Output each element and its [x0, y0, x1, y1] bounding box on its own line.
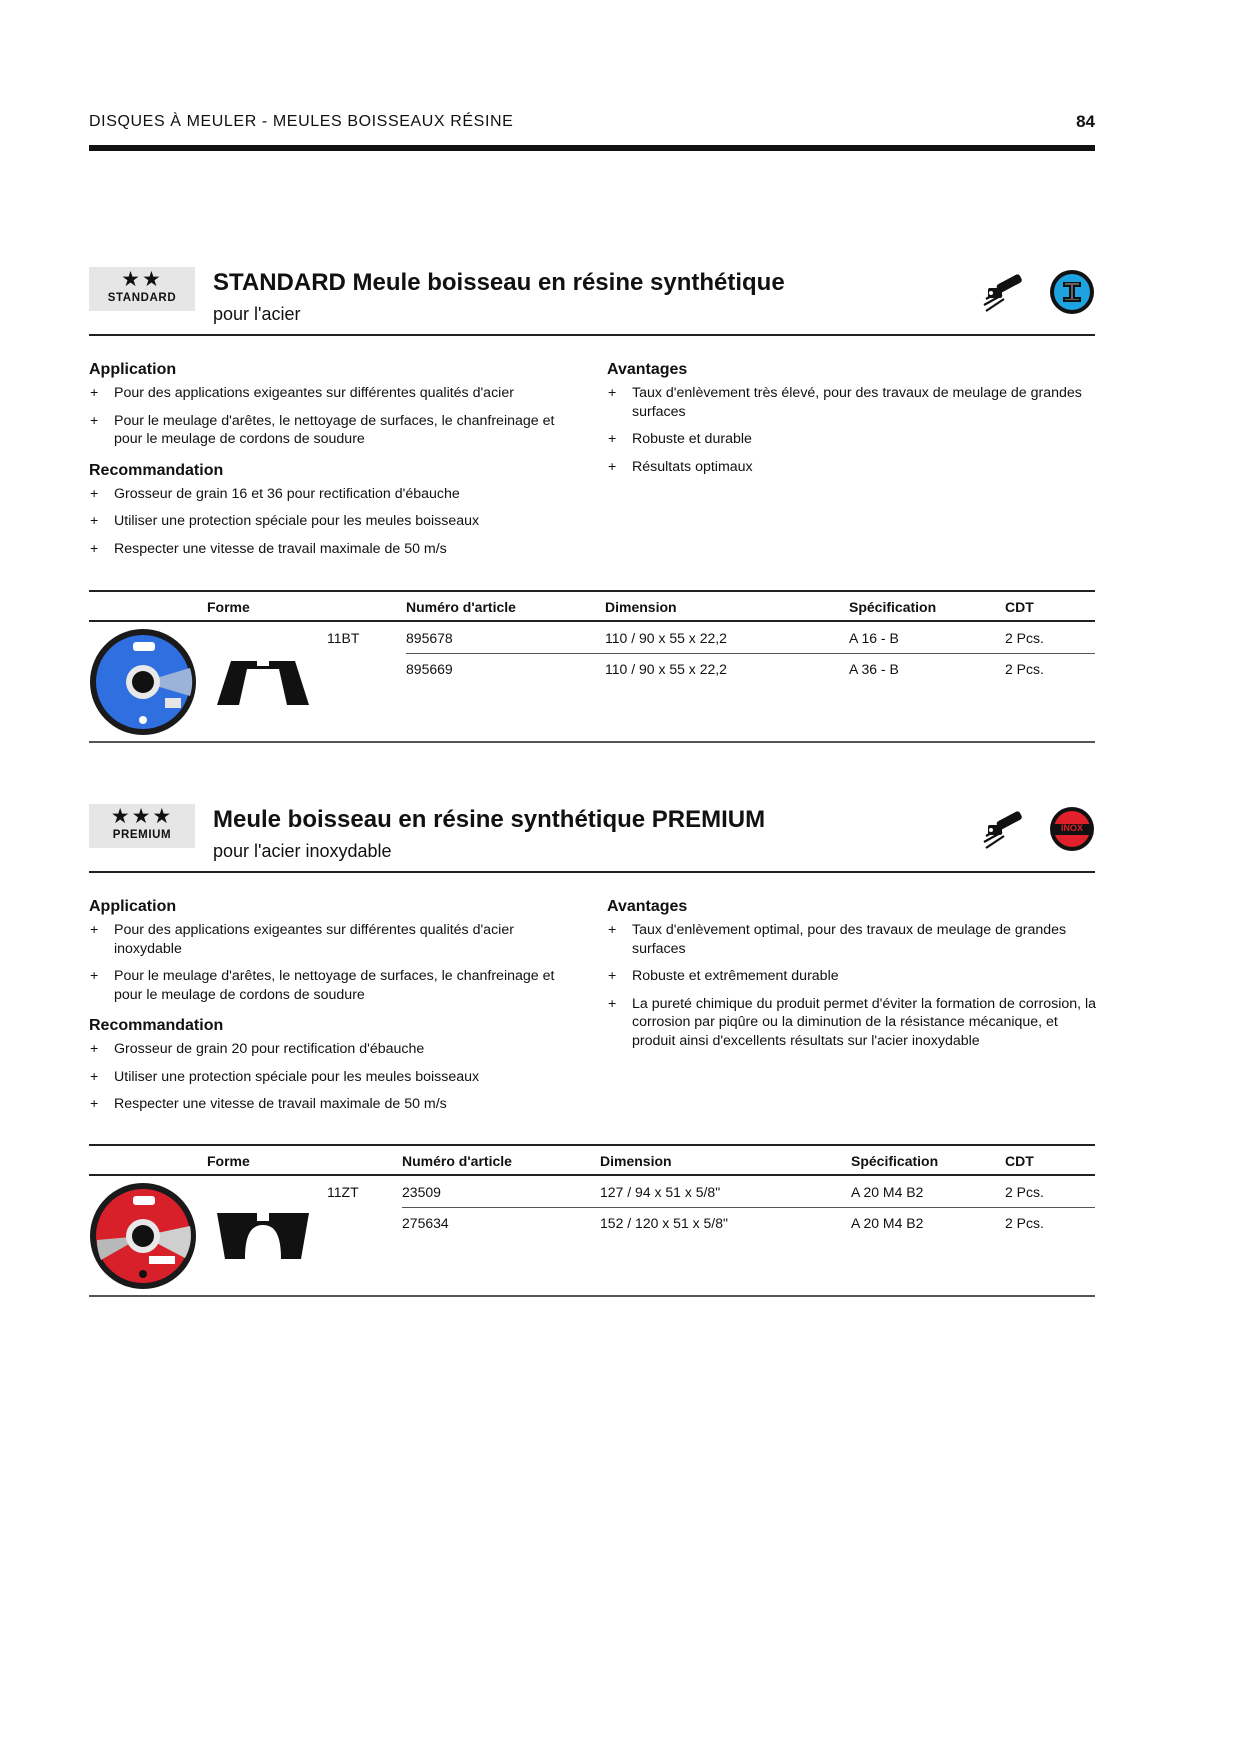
section-title: DISQUES À MEULER - MEULES BOISSEAUX RÉSINE	[89, 113, 514, 130]
list-item	[607, 995, 1097, 1051]
article-table	[89, 1144, 1095, 1294]
list-item	[89, 1068, 579, 1087]
cup-shape-diagram	[217, 657, 309, 707]
quality-badge	[89, 804, 195, 848]
cdt-value: 2 Pcs.	[1005, 630, 1044, 646]
recommandation-heading: Recommandation	[89, 461, 224, 479]
badge-label: STANDARD	[107, 292, 177, 304]
list-item-text: Utiliser une protection spéciale pour les meules boisseaux	[114, 1068, 480, 1085]
plus-icon: +	[90, 412, 99, 429]
application-list	[89, 921, 579, 1004]
list-item-text: Pour le meulage d'arêtes, le nettoyage de surfaces, le chanfreinage et pour le meulage de cordons de soudure	[114, 968, 555, 1003]
list-item-text: Respecter une vitesse de travail maximale de 50 m/s	[114, 540, 447, 557]
list-item	[607, 430, 1097, 449]
list-item	[89, 1040, 579, 1059]
table-header-row	[89, 1146, 1095, 1174]
list-item	[607, 967, 1097, 986]
row-divider	[402, 1207, 1095, 1208]
table-bottom-rule	[89, 1295, 1095, 1297]
page-header	[89, 110, 1095, 152]
list-item	[607, 458, 1097, 477]
column-header: Forme	[207, 1153, 250, 1169]
badge-stars: ★★★	[110, 805, 174, 828]
product-subtitle: pour l'acier inoxydable	[213, 841, 392, 861]
list-item	[89, 412, 579, 449]
list-item	[89, 512, 579, 531]
article-table	[89, 590, 1095, 740]
plus-icon: +	[608, 458, 617, 475]
list-item-text: Résultats optimaux	[632, 458, 753, 475]
article-number: 23509	[402, 1184, 441, 1200]
list-item	[89, 384, 579, 403]
column-header: Numéro d'article	[402, 1153, 512, 1169]
plus-icon: +	[608, 922, 617, 938]
plus-icon: +	[90, 968, 99, 984]
column-header: CDT	[1005, 599, 1034, 615]
dimension-value: 152 / 120 x 51 x 5/8"	[600, 1215, 728, 1231]
list-item-text: Pour le meulage d'arêtes, le nettoyage de surfaces, le chanfreinage et pour le meulage de cordons de soudure	[114, 412, 555, 447]
recommandation-list	[89, 485, 579, 559]
application-column	[89, 897, 579, 1123]
cdt-value: 2 Pcs.	[1005, 1215, 1044, 1231]
list-item-text: Pour des applications exigeantes sur différentes qualités d'acier	[114, 385, 514, 401]
spec-value: A 20 M4 B2	[851, 1184, 924, 1200]
table-header-rule	[89, 1174, 1095, 1176]
table-header-row	[89, 592, 1095, 620]
list-item-text: Taux d'enlèvement optimal, pour des travaux de meulage de grandes surfaces	[632, 922, 1067, 957]
product-disc-image	[89, 1182, 197, 1290]
list-item	[89, 540, 579, 559]
plus-icon: +	[90, 1096, 99, 1112]
page-number: 84	[1076, 112, 1095, 131]
avantages-column	[607, 897, 1097, 1059]
list-item-text: Respecter une vitesse de travail maximale de 50 m/s	[114, 1096, 447, 1112]
list-item	[89, 921, 579, 958]
plus-icon: +	[90, 485, 99, 502]
application-list	[89, 384, 579, 449]
shape-code: 11BT	[327, 630, 360, 646]
spec-value: A 16 - B	[849, 630, 899, 646]
plus-icon: +	[90, 540, 99, 557]
article-number: 895669	[406, 661, 453, 677]
table-header-rule	[89, 620, 1095, 622]
quality-badge	[89, 267, 195, 311]
list-item-text: Grosseur de grain 16 et 36 pour rectification d'ébauche	[114, 485, 460, 502]
column-header: Numéro d'article	[406, 599, 516, 615]
plus-icon: +	[90, 922, 99, 938]
list-item	[89, 967, 579, 1004]
column-header: Dimension	[600, 1153, 672, 1169]
dimension-value: 110 / 90 x 55 x 22,2	[605, 630, 727, 646]
plus-icon: +	[608, 995, 617, 1012]
inox-label: INOX	[1060, 823, 1083, 833]
plus-icon: +	[608, 968, 617, 984]
avantages-column	[607, 360, 1097, 485]
inox-icon	[1049, 806, 1095, 852]
plus-icon: +	[90, 1068, 99, 1085]
list-item	[607, 384, 1097, 421]
cup-shape-diagram	[217, 1211, 309, 1261]
column-header: Forme	[207, 599, 250, 615]
list-item-text: Robuste et extrêmement durable	[632, 968, 839, 984]
product-title: Meule boisseau en résine synthétique PREMIUM	[213, 806, 766, 833]
list-item-text: Utiliser une protection spéciale pour les meules boisseaux	[114, 513, 480, 529]
title-divider	[89, 871, 1095, 873]
column-header: Dimension	[605, 599, 677, 615]
plus-icon: +	[90, 513, 99, 529]
header-divider	[89, 145, 1095, 151]
avantages-heading: Avantages	[607, 361, 688, 378]
article-number: 275634	[402, 1215, 449, 1231]
avantages-list	[607, 921, 1097, 1050]
plus-icon: +	[608, 431, 617, 447]
application-heading: Application	[89, 898, 177, 915]
list-item	[89, 1095, 579, 1114]
title-divider	[89, 334, 1095, 336]
spec-value: A 20 M4 B2	[851, 1215, 924, 1231]
steel-beam-icon	[1049, 269, 1095, 315]
dimension-value: 127 / 94 x 51 x 5/8"	[600, 1184, 721, 1200]
list-item	[89, 485, 579, 504]
product-disc-image	[89, 628, 197, 736]
table-bottom-rule	[89, 741, 1095, 743]
column-header: CDT	[1005, 1153, 1034, 1169]
product-title: STANDARD Meule boisseau en résine synthétique	[213, 269, 785, 296]
cdt-value: 2 Pcs.	[1005, 1184, 1044, 1200]
recommandation-list	[89, 1040, 579, 1114]
application-heading: Application	[89, 361, 177, 378]
product-subtitle: pour l'acier	[213, 304, 301, 324]
badge-label: PREMIUM	[112, 829, 172, 841]
avantages-heading: Avantages	[607, 898, 688, 915]
list-item	[607, 921, 1097, 958]
avantages-list	[607, 384, 1097, 476]
row-divider	[406, 653, 1095, 654]
badge-stars: ★★	[121, 268, 163, 291]
column-header: Spécification	[849, 599, 937, 615]
list-item-text: Robuste et durable	[632, 431, 752, 447]
list-item-text: La pureté chimique du produit permet d'éviter la formation de corrosion, la corrosion par piqûre ou la diminution de la résistance mécanique, et produit ainsi d'excellents résultats sur l'acier inoxydable	[632, 995, 1097, 1049]
plus-icon: +	[90, 385, 99, 401]
column-header: Spécification	[851, 1153, 939, 1169]
list-item-text: Pour des applications exigeantes sur différentes qualités d'acier inoxydable	[114, 922, 514, 957]
plus-icon: +	[608, 385, 617, 401]
spec-value: A 36 - B	[849, 661, 899, 677]
article-number: 895678	[406, 630, 453, 646]
shape-code: 11ZT	[327, 1184, 359, 1200]
list-item-text: Taux d'enlèvement très élevé, pour des travaux de meulage de grandes surfaces	[632, 385, 1082, 420]
plus-icon: +	[90, 1041, 99, 1057]
angle-grinder-icon	[982, 808, 1026, 852]
application-column	[89, 360, 579, 567]
recommandation-heading: Recommandation	[89, 1017, 224, 1034]
dimension-value: 110 / 90 x 55 x 22,2	[605, 661, 727, 677]
cdt-value: 2 Pcs.	[1005, 661, 1044, 677]
angle-grinder-icon	[982, 271, 1026, 315]
list-item-text: Grosseur de grain 20 pour rectification d'ébauche	[114, 1041, 425, 1057]
